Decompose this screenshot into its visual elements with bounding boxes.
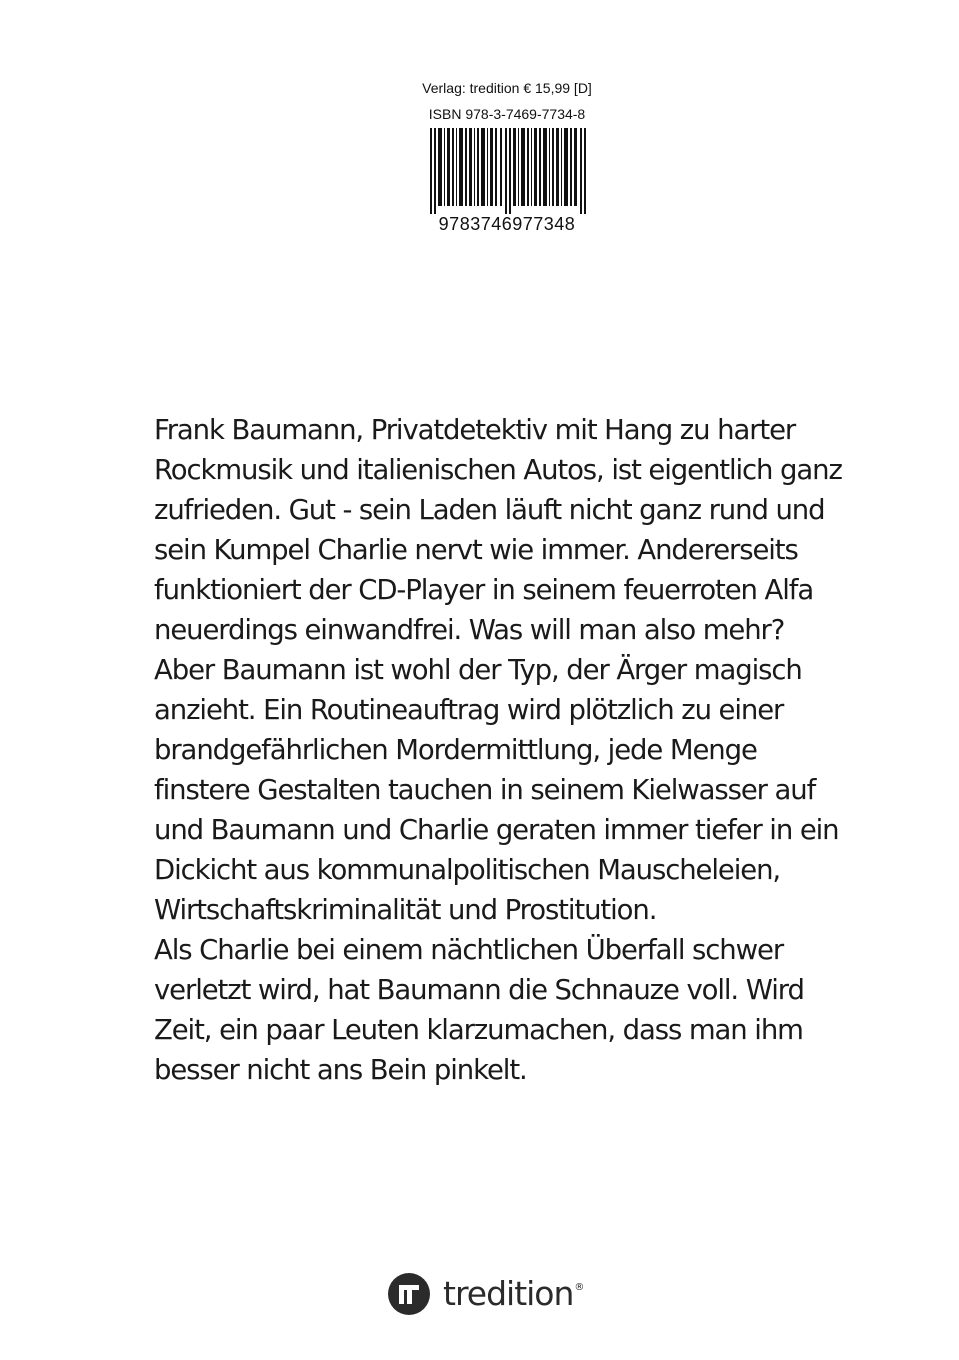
barcode-bars [430, 128, 588, 214]
logo-wordmark [443, 1272, 583, 1316]
publisher-logo [388, 1272, 583, 1316]
blurb-paragraph-1: Frank Baumann, Privatdetektiv mit Hang zu harter Rockmusik und italienischen Autos, ist eigentlich ganz zufrieden. Gut - sein Laden läuft nicht ganz rund und sein Kumpel Charlie nervt wie immer. Andererseits funktioniert der CD-Player in seinem feuerroten Alfa neuerdings einwandfrei. Was will man also mehr? Aber Baumann ist wohl der Typ, der Ärger magisch anzieht. Ein Routineauftrag wird plötzlich zu einer brandgefährlichen Mordermittlung, jede Menge finstere Gestalten tauchen in seinem Kielwasser auf und Baumann und Charlie geraten immer tiefer in ein Dickicht aus kommunalpolitischen Mauscheleien, Wirtschaftskriminalität und Prostitution. [154, 414, 842, 926]
isbn-text: ISBN 978-3-7469-7734-8 [428, 106, 586, 122]
back-cover-blurb [154, 410, 854, 1090]
publisher-price: Verlag: tredition € 15,99 [D] [422, 80, 592, 96]
logo-wordmark-text: tredition [443, 1274, 574, 1313]
barcode-number: 9783746977348 [438, 214, 576, 234]
registered-mark: ® [574, 1282, 584, 1293]
tredition-logo-icon [388, 1273, 430, 1315]
barcode-label [402, 70, 612, 242]
blurb-paragraph-2: Als Charlie bei einem nächtlichen Überfall schwer verletzt wird, hat Baumann die Schnauze voll. Wird Zeit, ein paar Leuten klarzumachen, dass man ihm besser nicht ans Bein pinkelt. [154, 934, 804, 1086]
